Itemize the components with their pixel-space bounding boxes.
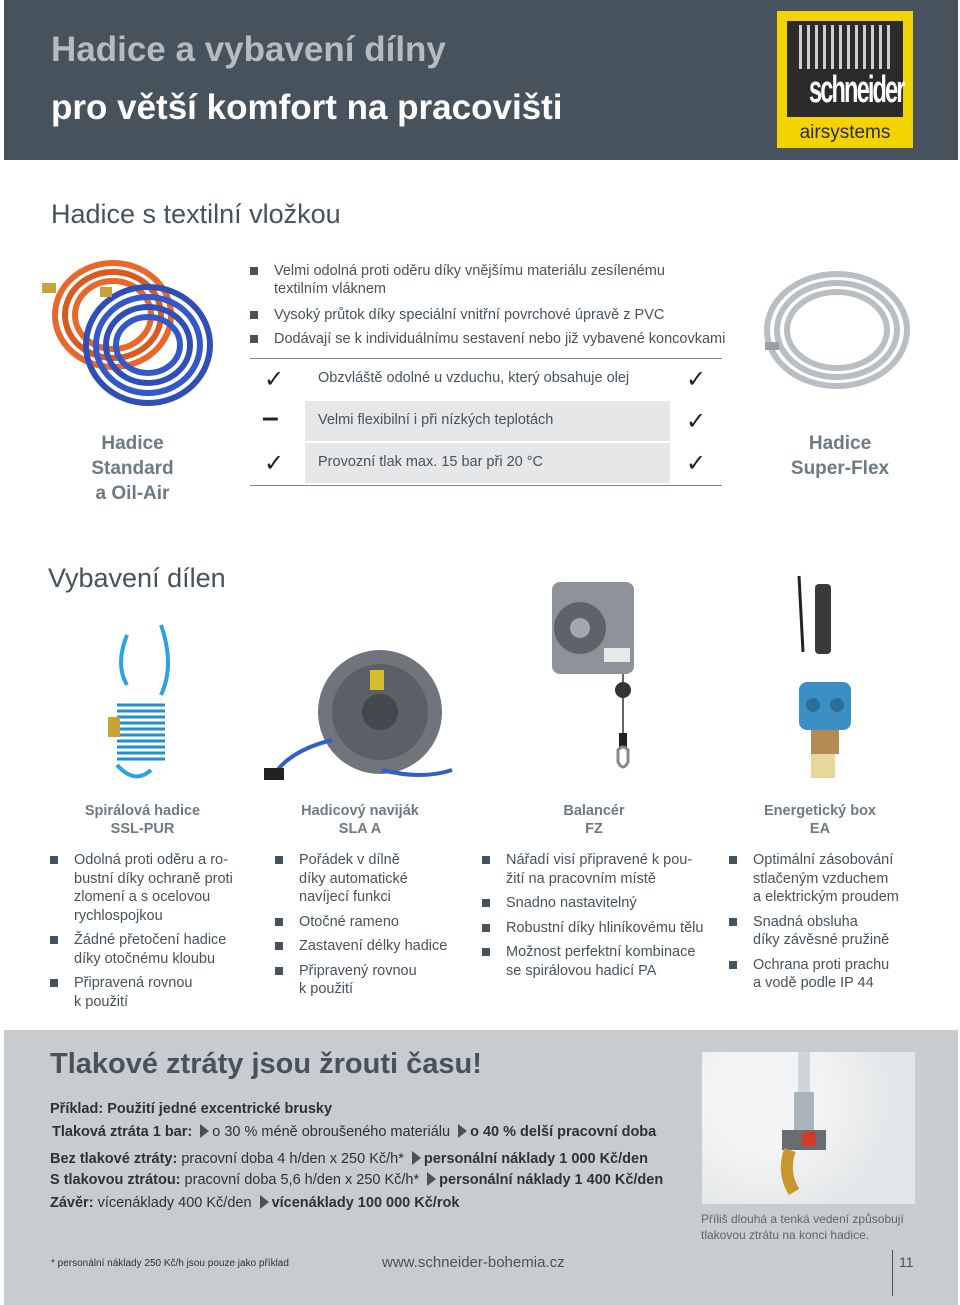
page-title-line1: Hadice a vybavení dílny (51, 30, 446, 69)
logo-name: schneider (809, 69, 904, 111)
bullet-icon (482, 924, 490, 932)
product-features-hose-reel (275, 851, 485, 1005)
bullet-icon (275, 856, 283, 864)
bullet-icon (250, 335, 258, 343)
website-link[interactable]: www.schneider-bohemia.cz (382, 1254, 565, 1271)
list-item: Robustní díky hliníkovému tělu (482, 919, 722, 938)
hose-superflex-name: Hadice Super-Flex (790, 433, 890, 479)
product-features-spiral-hose (50, 851, 250, 1017)
check-icon: ✓ (264, 450, 285, 477)
example-heading: Příklad: Použití jedné excentrické brusky (50, 1101, 333, 1117)
spiral-hose-image (105, 605, 185, 795)
arrow-right-icon (260, 1195, 269, 1209)
hoses-section-title: Hadice s textilní vložkou (51, 199, 341, 229)
product-title-balancer: Balancér FZ (563, 803, 625, 837)
list-item: Ochrana proti prachu a vodě podle IP 44 (729, 956, 949, 993)
pressure-loss-title: Tlakové ztráty jsou žrouti času! (50, 1048, 482, 1080)
check-icon: ✓ (686, 450, 707, 477)
product-title-hose-reel: Hadicový naviják SLA A (301, 803, 419, 837)
list-item: Snadno nastavitelný (482, 894, 722, 913)
bullet-icon (275, 918, 283, 926)
logo-stripes (799, 25, 891, 69)
bullet-icon (482, 856, 490, 864)
list-item: Nářadí visí připravené k pou- žití na pracovním místě (482, 851, 722, 888)
comparison-label: Velmi flexibilní i při nízkých teplotách (318, 412, 554, 428)
bullet-icon (729, 961, 737, 969)
list-item: Připravená rovnou k použití (50, 974, 250, 1011)
list-item: Pořádek v dílně díky automatické navíjecí funkci (275, 851, 485, 907)
comparison-row (250, 359, 722, 399)
arrow-right-icon (458, 1124, 467, 1138)
bullet-icon (275, 942, 283, 950)
list-item: Snadná obsluha díky závěsné pružině (729, 913, 949, 950)
comparison-row (250, 401, 722, 441)
bullet-icon (50, 979, 58, 987)
dash-icon: – (262, 401, 279, 434)
arrow-right-icon (427, 1172, 436, 1186)
balancer-image (548, 578, 638, 788)
equipment-section-title: Vybavení dílen (48, 563, 226, 593)
bullet-icon (729, 918, 737, 926)
list-item: Odolná proti oděru a ro- bustní díky ochraně proti zlomení a s ocelovou rychlospojkou (50, 851, 250, 925)
bullet-icon (482, 948, 490, 956)
product-title-spiral-hose: Spirálová hadice SSL-PUR (84, 803, 201, 837)
table-divider (250, 485, 722, 486)
coupling-photo (702, 1052, 915, 1204)
bullet-icon (275, 967, 283, 975)
check-icon: ✓ (264, 366, 285, 393)
list-item: Optimální zásobování stlačeným vzduchem a elektrickým proudem (729, 851, 949, 907)
hose-reel-image (262, 640, 462, 785)
bullet-icon (482, 899, 490, 907)
bullet-icon (250, 311, 258, 319)
page-title-line2: pro větší komfort na pracovišti (51, 88, 563, 127)
pressure-loss-line: Tlaková ztráta 1 bar: o 30 % méně obroušeného materiálu o 40 % delší pracovní doba (52, 1124, 657, 1140)
hose-standard-image (28, 245, 233, 415)
no-loss-line: Bez tlakové ztráty: pracovní doba 4 h/den x 250 Kč/h* personální náklady 1 000 Kč/den (50, 1151, 648, 1167)
hose-feature-1: Velmi odolná proti oděru díky vnějšímu materiálu zesílenému textilním vláknem (250, 262, 710, 298)
pressure-loss-section (4, 1030, 958, 1305)
schneider-logo (777, 11, 913, 148)
comparison-label: Provozní tlak max. 15 bar při 20 °C (318, 454, 544, 470)
photo-caption: Příliš dlouhá a tenká vedení způsobují tlakovou ztrátu na konci hadice. (701, 1212, 904, 1242)
check-icon: ✓ (686, 408, 707, 435)
product-features-balancer (482, 851, 722, 986)
energy-box-image (785, 572, 865, 787)
list-item: Žádné přetočení hadice díky otočnému kloubu (50, 931, 250, 968)
list-item: Zastavení délky hadice (275, 937, 485, 956)
product-title-energy-box: Energetický box EA (763, 803, 876, 837)
product-features-energy-box (729, 851, 949, 999)
page-number-divider (892, 1250, 893, 1296)
list-item: Možnost perfektní kombinace se spirálovou hadicí PA (482, 943, 722, 980)
bullet-icon (250, 267, 258, 275)
conclusion-line: Závěr: vícenáklady 400 Kč/den vícenáklady 100 000 Kč/rok (50, 1195, 460, 1211)
hose-standard-name: Hadice Standard a Oil-Air (91, 433, 174, 504)
arrow-right-icon (200, 1124, 209, 1138)
list-item: Připravený rovnou k použití (275, 962, 485, 999)
comparison-label: Obzvláště odolné u vzduchu, který obsahuje olej (318, 370, 630, 386)
arrow-right-icon (412, 1151, 421, 1165)
list-item: Otočné rameno (275, 913, 485, 932)
bullet-icon (50, 936, 58, 944)
check-icon: ✓ (686, 366, 707, 393)
bullet-icon (50, 856, 58, 864)
logo-dark-box (787, 21, 903, 117)
coupling-photo-drawing (702, 1052, 915, 1204)
page-number: 11 (899, 1254, 914, 1270)
hose-feature-3: Dodávají se k individuálnímu sestavení nebo již vybavené koncovkami (250, 330, 740, 348)
logo-subtitle: airsystems (799, 122, 891, 143)
with-loss-line: S tlakovou ztrátou: pracovní doba 5,6 h/den x 250 Kč/h* personální náklady 1 400 Kč/den (50, 1172, 664, 1188)
hose-superflex-image (755, 262, 915, 392)
comparison-row (250, 443, 722, 483)
bullet-icon (729, 856, 737, 864)
footnote: * personální náklady 250 Kč/h jsou pouze jako příklad (51, 1258, 289, 1269)
hose-feature-2: Vysoký průtok díky speciální vnitřní povrchové úpravě z PVC (250, 306, 720, 324)
